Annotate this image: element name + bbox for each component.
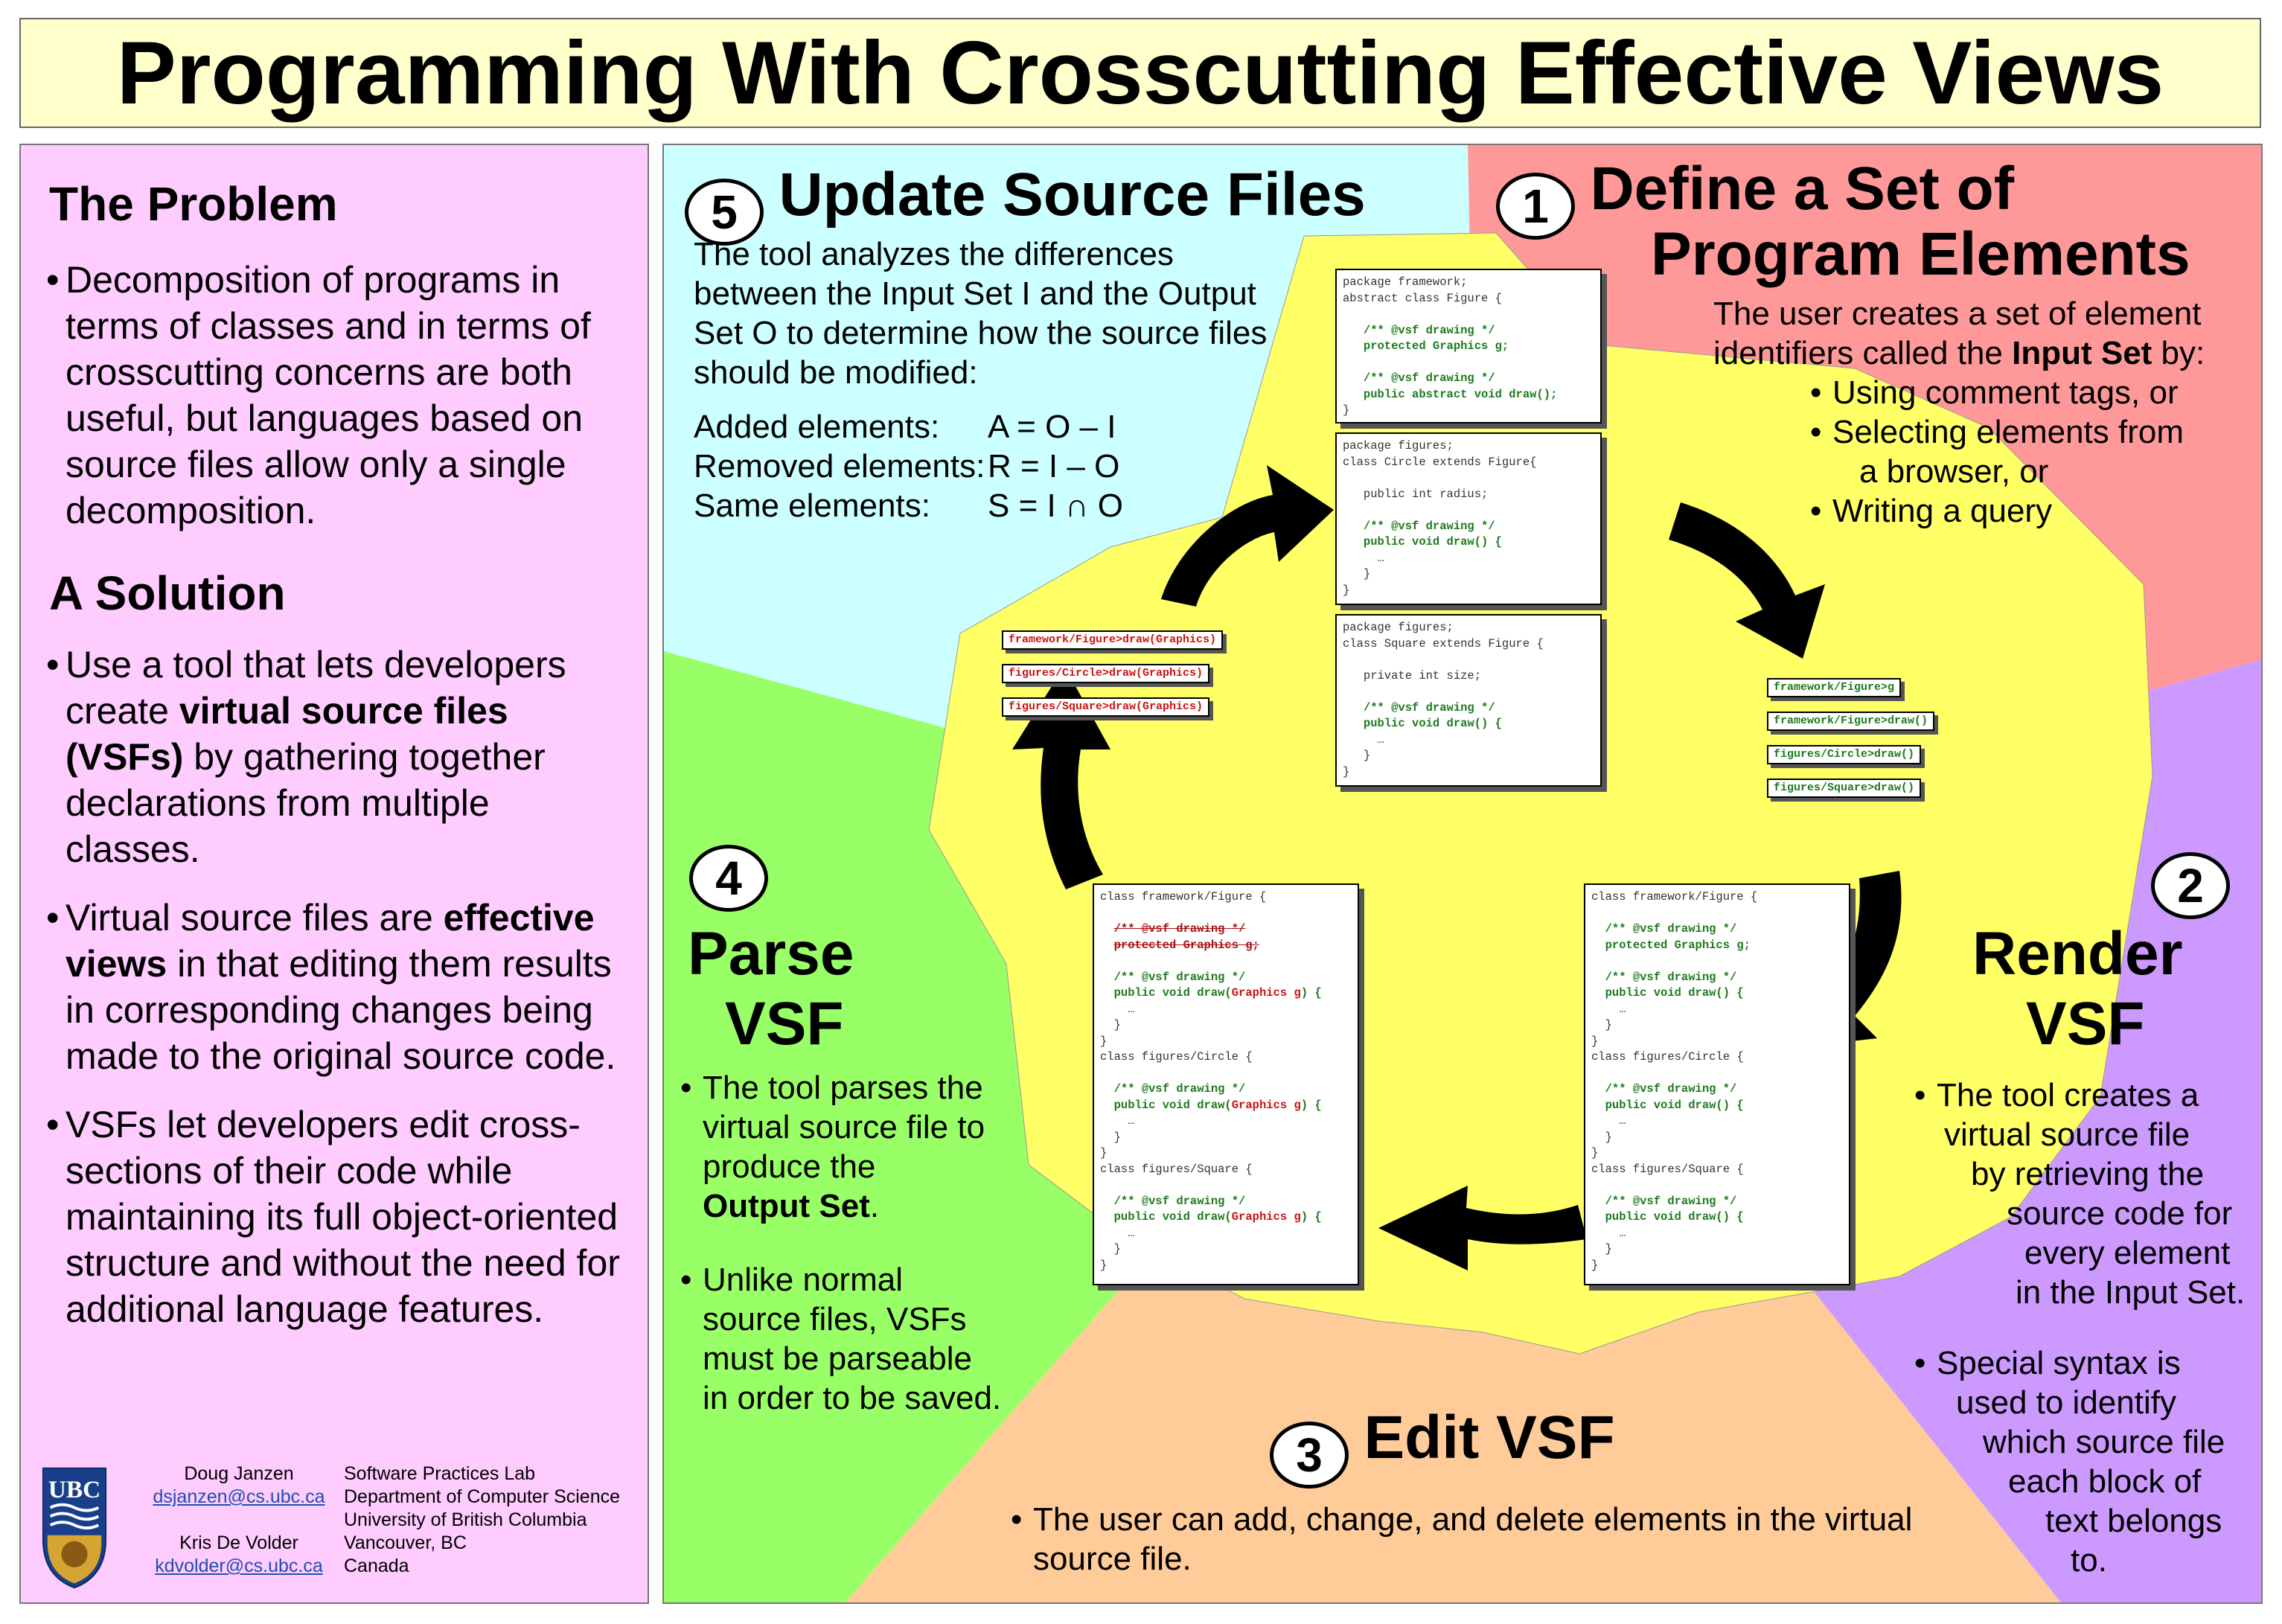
author-name: Kris De Volder xyxy=(179,1532,298,1553)
text-line: source code for xyxy=(2007,1195,2233,1232)
cycle-panel xyxy=(662,144,2263,1604)
equation-row xyxy=(694,407,1200,447)
problem-heading: The Problem xyxy=(49,177,338,231)
equation-row xyxy=(694,447,1200,486)
vsf-edited: class framework/Figure { /** @vsf drawing */ protected Graphics g; /** @vsf drawing */ public void draw(Graphics g) { … } } class figures/Circle { /** @vsf drawing */ public void draw(Graphics g) { … } } class figures/Square { /** @vsf drawing */ public void draw(Graphics g) { … } } xyxy=(1093,883,1359,1285)
title-banner xyxy=(19,18,2261,128)
list-item: • The user can add, change, and delete elements in the virtual xyxy=(1011,1500,1978,1539)
list-item: • Selecting elements from xyxy=(1810,412,2227,452)
text-line: must be parseable xyxy=(703,1340,972,1377)
text-line: The tool analyzes the differences xyxy=(694,236,1174,272)
step1-description xyxy=(1713,294,2249,373)
text-line: by retrieving the xyxy=(1971,1156,2205,1192)
step-number: 2 xyxy=(2151,852,2230,919)
solution-item: • VSFs let developers edit cross-sections of their code while maintaining its full object-oriented structure and without the need for additional language features. xyxy=(46,1102,634,1332)
step-number: 1 xyxy=(1496,173,1575,240)
text-bold: Input Set xyxy=(2012,335,2152,371)
output-set-element: figures/Circle>draw(Graphics) xyxy=(1002,664,1209,683)
vsf-rendered: class framework/Figure { /** @vsf drawing */ protected Graphics g; /** @vsf drawing */ public void draw() { … } } class figures/Circle { /** @vsf drawing */ public void draw() { … } } class figures/Square { /** @vsf drawing */ public void draw() { … } } xyxy=(1584,883,1850,1285)
text-run: . xyxy=(869,1188,880,1224)
step1-title: Define a Set of xyxy=(1590,155,2015,223)
output-set-element: framework/Figure>draw(Graphics) xyxy=(1002,630,1223,650)
source-file-circle: package figures; class Circle extends Figure{ public int radius; /** @vsf drawing */ public void draw() { … } } xyxy=(1335,432,1602,605)
author-email[interactable]: kdvolder@cs.ubc.ca xyxy=(155,1556,323,1576)
text-line: in order to be saved. xyxy=(703,1380,1002,1416)
eq-formula: A = O – I xyxy=(988,409,1116,445)
text-line xyxy=(680,1186,1030,1226)
solution-item xyxy=(46,895,634,1079)
credits xyxy=(21,1462,651,1596)
affiliation-line: Canada xyxy=(344,1556,409,1576)
step4-title-cont: VSF xyxy=(725,990,844,1058)
affiliation-line: Department of Computer Science xyxy=(344,1486,621,1507)
text-line: virtual source file xyxy=(1944,1116,2190,1153)
source-file-figure: package framework; abstract class Figure { /** @vsf drawing */ protected Graphics g; /** @vsf drawing */ public abstract void draw(); } xyxy=(1335,269,1602,423)
input-set-element: figures/Square>draw() xyxy=(1767,779,1921,798)
step2-title-cont: VSF xyxy=(2026,990,2145,1058)
text-line: text belongs xyxy=(2045,1503,2222,1539)
list-item: • Unlike normal xyxy=(680,1260,1030,1299)
affiliation-line: Software Practices Lab xyxy=(344,1463,536,1484)
set-equations xyxy=(694,407,1200,525)
output-set-element: figures/Square>draw(Graphics) xyxy=(1002,697,1209,717)
list-item-cont: a browser, or xyxy=(1859,453,2049,490)
author-email[interactable]: dsjanzen@cs.ubc.ca xyxy=(153,1486,325,1507)
problem-list xyxy=(46,257,634,556)
solution-text: Virtual source files are xyxy=(65,897,444,939)
step3-title: Edit VSF xyxy=(1364,1404,1615,1471)
step2-title: Render xyxy=(1972,920,2183,988)
affiliation-line: Vancouver, BC xyxy=(344,1532,467,1553)
text-run: The user creates a set of element identifiers called the xyxy=(1713,295,2202,371)
solution-text: in that editing them results in corresponding changes being made to the original source code. xyxy=(65,943,616,1077)
text-line: in the Input Set. xyxy=(2016,1274,2246,1311)
author-name: Doug Janzen xyxy=(184,1463,294,1484)
source-file-square: package figures; class Square extends Figure { private int size; /** @vsf drawing */ public void draw() { … } } xyxy=(1335,614,1602,787)
solution-heading: A Solution xyxy=(49,566,286,620)
eq-formula: S = I ∩ O xyxy=(988,487,1124,524)
poster-title: Programming With Crosscutting Effective Views xyxy=(116,23,2164,123)
text-line: source files, VSFs xyxy=(703,1301,967,1337)
list-item: • Special syntax is xyxy=(1914,1343,2257,1383)
eq-label: Added elements: xyxy=(694,409,940,445)
step-number: 3 xyxy=(1270,1422,1349,1489)
affiliation xyxy=(344,1462,620,1578)
eq-label: Same elements: xyxy=(694,487,930,524)
eq-label: Removed elements: xyxy=(694,448,985,485)
step2-description xyxy=(1914,1075,2257,1312)
list-item: • Using comment tags, or xyxy=(1810,373,2227,412)
text-bold: Output Set xyxy=(703,1188,870,1224)
text-line: used to identify xyxy=(1956,1384,2176,1421)
eq-formula: R = I – O xyxy=(988,448,1120,485)
solution-text: Use a tool that lets developers create xyxy=(65,644,566,732)
step1-title-cont: Program Elements xyxy=(1651,220,2190,288)
text-line: source file. xyxy=(1033,1541,1192,1577)
step4-title: Parse xyxy=(688,920,854,988)
list-item: • The tool creates a xyxy=(1914,1075,2257,1115)
problem-item: • Decomposition of programs in terms of classes and in terms of crosscutting concerns are both useful, but languages based on source files allow only a single decomposition. xyxy=(46,257,634,534)
input-set-element: figures/Circle>draw() xyxy=(1767,745,1921,764)
equation-row xyxy=(694,486,1200,525)
text-line xyxy=(1713,294,2249,373)
step1-list xyxy=(1810,373,2227,531)
ubc-logo xyxy=(40,1465,109,1591)
text-line: Set O to determine how the source files xyxy=(694,315,1268,351)
text-line: virtual source file to xyxy=(703,1109,985,1145)
text-line: should be modified: xyxy=(694,354,978,391)
step5-title: Update Source Files xyxy=(779,161,1366,228)
step3-description xyxy=(1011,1500,1978,1579)
list-item: • The tool parses the xyxy=(680,1068,1030,1107)
affiliation-line: University of British Columbia xyxy=(344,1509,587,1530)
text-line: between the Input Set I and the Output xyxy=(694,275,1256,312)
text-line: which source file xyxy=(1983,1424,2225,1460)
step5-description xyxy=(694,234,1304,392)
text-line: to. xyxy=(2071,1542,2107,1579)
input-set-element: framework/Figure>draw() xyxy=(1767,712,1934,731)
solution-item xyxy=(46,642,634,872)
step4-note xyxy=(680,1260,1030,1418)
text-line: produce the xyxy=(703,1148,876,1185)
step3-header xyxy=(1270,1403,1615,1489)
text-run: by: xyxy=(2152,335,2205,371)
text-line: every element xyxy=(2024,1235,2231,1271)
solution-bold: effective views xyxy=(65,897,595,985)
step4-description xyxy=(680,1068,1030,1226)
list-item: • Writing a query xyxy=(1810,491,2227,531)
text-line: each block of xyxy=(2008,1463,2202,1500)
step-number: 5 xyxy=(685,179,764,246)
solution-text: by gathering together declarations from multiple classes. xyxy=(65,736,546,870)
step-number: 4 xyxy=(689,845,768,912)
left-panel xyxy=(19,144,649,1604)
logo-text: UBC xyxy=(48,1475,101,1503)
input-set-element: framework/Figure>g xyxy=(1767,678,1901,697)
step5-header xyxy=(685,160,1366,246)
solution-bold: virtual source files (VSFs) xyxy=(65,690,508,778)
solution-list xyxy=(46,642,634,1355)
